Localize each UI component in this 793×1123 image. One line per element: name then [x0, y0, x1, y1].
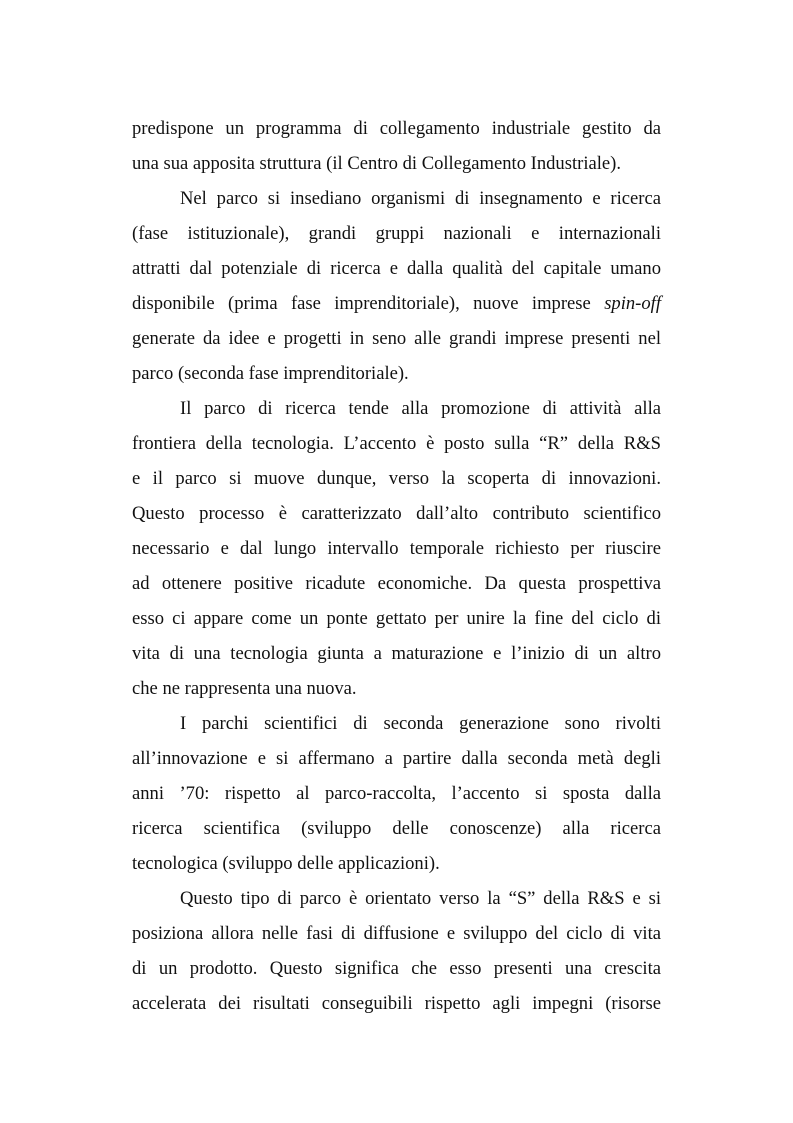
- text-line: tecnologica (sviluppo delle applicazioni).: [132, 853, 440, 874]
- text-line: che ne rappresenta una nuova.: [132, 678, 357, 699]
- paragraph: [132, 111, 661, 146]
- text-line: disponibile (prima fase imprenditoriale), nuove imprese: [132, 293, 591, 314]
- text-line: Il parco di ricerca tende alla promozione di attività alla: [180, 398, 661, 419]
- text-line: posiziona allora nelle fasi di diffusione e sviluppo del ciclo di vita: [132, 923, 661, 944]
- paragraph-line: [132, 566, 661, 601]
- paragraph-line: [132, 951, 661, 986]
- text-line: vita di una tecnologia giunta a maturazione e l’inizio di un altro: [132, 643, 661, 664]
- text-line: Nel parco si insediano organismi di insegnamento e ricerca: [180, 188, 661, 209]
- paragraph-line: [132, 496, 661, 531]
- paragraph-line: [132, 776, 661, 811]
- paragraph: [132, 881, 661, 916]
- paragraph-line: [132, 601, 661, 636]
- text-line: parco (seconda fase imprenditoriale).: [132, 363, 409, 384]
- paragraph-line: [132, 356, 661, 391]
- text-line: ricerca scientifica (sviluppo delle conoscenze) alla ricerca: [132, 818, 661, 839]
- paragraph-line: [132, 531, 661, 566]
- paragraph-line: [132, 251, 661, 286]
- text-line: di un prodotto. Questo significa che esso presenti una crescita: [132, 958, 661, 979]
- paragraph-line: [132, 286, 661, 321]
- text-line: (fase istituzionale), grandi gruppi nazionali e internazionali: [132, 223, 661, 244]
- text-line: all’innovazione e si affermano a partire dalla seconda metà degli: [132, 748, 661, 769]
- paragraph-line: [132, 811, 661, 846]
- text-line: attratti dal potenziale di ricerca e dalla qualità del capitale umano: [132, 258, 661, 279]
- text-line: accelerata dei risultati conseguibili rispetto agli impegni (risorse: [132, 993, 661, 1014]
- text-line: necessario e dal lungo intervallo temporale richiesto per riuscire: [132, 538, 661, 559]
- paragraph: [132, 706, 661, 741]
- text-line: una sua apposita struttura (il Centro di Collegamento Industriale).: [132, 153, 622, 174]
- italic-term: spin-off: [604, 293, 662, 314]
- paragraph-line: [132, 426, 661, 461]
- text-line: frontiera della tecnologia. L’accento è posto sulla “R” della R&S: [132, 433, 661, 454]
- body-text: [132, 111, 661, 1021]
- paragraph: [132, 391, 661, 426]
- text-line: e il parco si muove dunque, verso la scoperta di innovazioni.: [132, 468, 661, 489]
- text-line: anni ’70: rispetto al parco-raccolta, l’accento si sposta dalla: [132, 783, 661, 804]
- text-line: generate da idee e progetti in seno alle grandi imprese presenti nel: [132, 328, 661, 349]
- paragraph-line: [132, 846, 661, 881]
- paragraph-line: [132, 216, 661, 251]
- text-line: Questo tipo di parco è orientato verso la “S” della R&S e si: [180, 888, 661, 909]
- paragraph-line: [132, 986, 661, 1021]
- text-line: ad ottenere positive ricadute economiche. Da questa prospettiva: [132, 573, 661, 594]
- text-line: Questo processo è caratterizzato dall’alto contributo scientifico: [132, 503, 661, 524]
- paragraph-line: [132, 461, 661, 496]
- text-line: esso ci appare come un ponte gettato per unire la fine del ciclo di: [132, 608, 661, 629]
- paragraph-line: [132, 146, 661, 181]
- paragraph-line: [132, 636, 661, 671]
- paragraph-line: [132, 916, 661, 951]
- text-line: predispone un programma di collegamento industriale gestito da: [132, 118, 661, 139]
- paragraph-line: [132, 741, 661, 776]
- paragraph-line: [132, 671, 661, 706]
- paragraph: [132, 181, 661, 216]
- text-line: I parchi scientifici di seconda generazione sono rivolti: [180, 713, 661, 734]
- paragraph-line: [132, 321, 661, 356]
